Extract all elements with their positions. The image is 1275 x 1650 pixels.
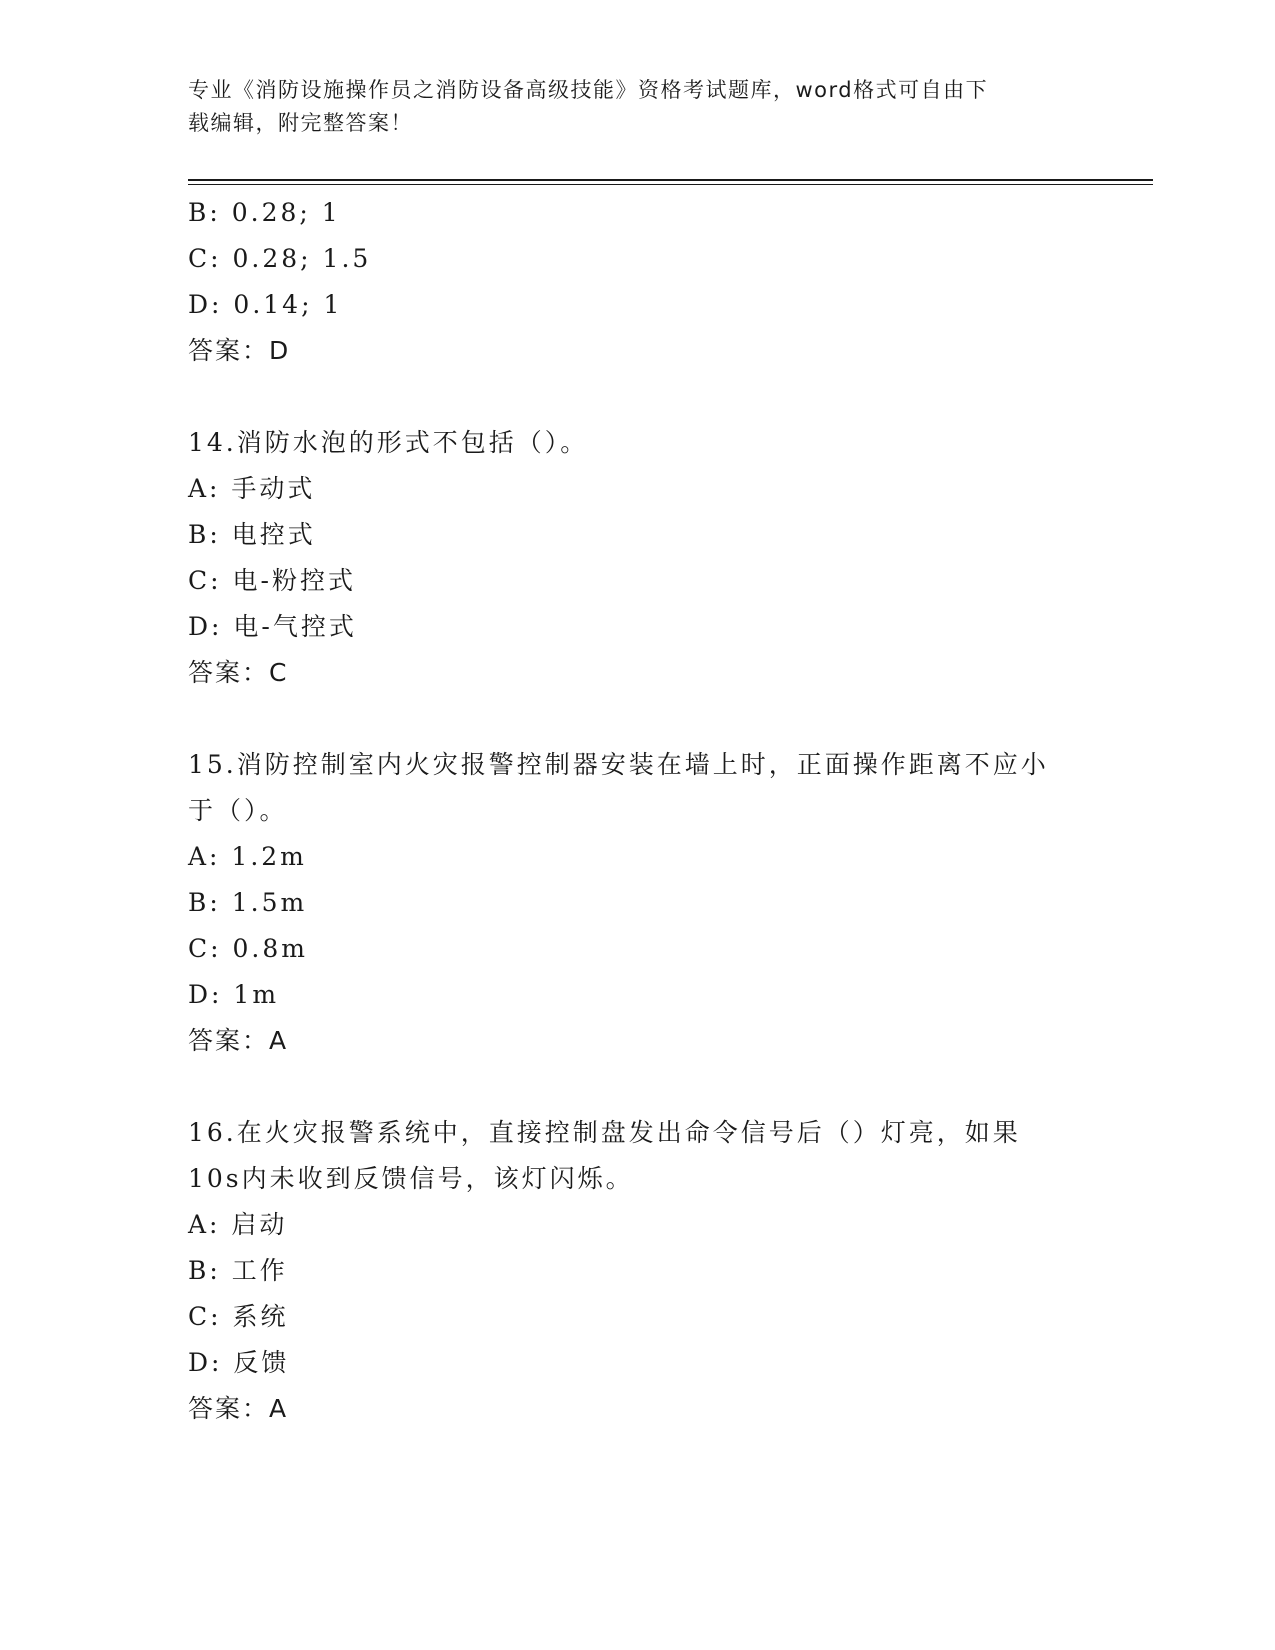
answer: 答案：D [188, 336, 291, 365]
answer: 答案：C [188, 658, 289, 687]
option-b: B: 电控式 [188, 520, 316, 549]
option-b: B: 0.28; 1 [188, 198, 341, 227]
question-text-line-2: 于（）。 [188, 796, 288, 825]
header-line-1: 专业《消防设施操作员之消防设备高级技能》资格考试题库，word格式可自由下 [188, 78, 989, 102]
option-d: D: 反馈 [188, 1348, 290, 1377]
spacer [188, 1064, 1088, 1110]
option-b: B: 工作 [188, 1256, 288, 1285]
option-c: C: 系统 [188, 1302, 289, 1331]
option-d: D: 电-气控式 [188, 612, 357, 641]
option-a: A: 手动式 [188, 474, 316, 503]
header-rule-thin [188, 184, 1153, 185]
spacer [188, 374, 1088, 420]
header-line-2: 载编辑，附完整答案！ [188, 111, 413, 135]
option-a: A: 1.2m [188, 842, 307, 871]
page-header [188, 74, 1088, 140]
option-c: C: 电-粉控式 [188, 566, 356, 595]
question-text: 14.消防水泡的形式不包括（）。 [188, 428, 589, 457]
question-14 [188, 420, 1088, 696]
spacer [188, 696, 1088, 742]
question-16 [188, 1110, 1088, 1432]
answer: 答案：A [188, 1394, 289, 1423]
prev-question [188, 190, 1088, 374]
question-text-line-1: 15.消防控制室内火灾报警控制器安装在墙上时，正面操作距离不应小 [188, 750, 1049, 779]
question-15 [188, 742, 1088, 1064]
question-text-line-1: 16.在火灾报警系统中，直接控制盘发出命令信号后（）灯亮，如果 [188, 1118, 1021, 1147]
option-c: C: 0.8m [188, 934, 308, 963]
answer: 答案：A [188, 1026, 289, 1055]
header-rule [188, 179, 1153, 181]
option-d: D: 1m [188, 980, 280, 1009]
option-c: C: 0.28; 1.5 [188, 244, 372, 273]
question-list [188, 190, 1088, 1432]
option-d: D: 0.14; 1 [188, 290, 343, 319]
option-a: A: 启动 [188, 1210, 288, 1239]
question-text-line-2: 10s内未收到反馈信号，该灯闪烁。 [188, 1164, 634, 1193]
option-b: B: 1.5m [188, 888, 308, 917]
